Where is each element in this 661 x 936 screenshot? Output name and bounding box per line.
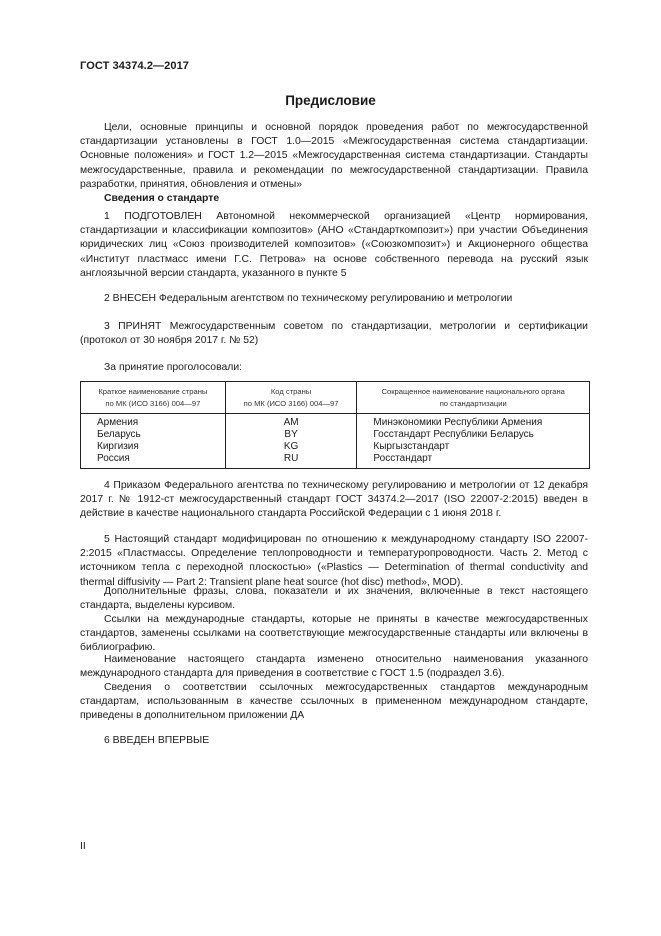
table-row (81, 414, 590, 430)
item-4-paragraph: 4 Приказом Федерального агентства по техническому регулированию и метрологии от 12 декабря 2017 г. № 1912-ст межгосударственный стандарт ГОСТ 34374.2—2017 (ISO 22007-2:2015) введен в действие в качестве национального стандарта Российской Федерации с 1 июня 2018 г. (80, 480, 588, 520)
voting-countries-table (80, 381, 590, 469)
table-row (81, 429, 590, 441)
table-cell-code: AM (225, 414, 357, 430)
section-subheading: Сведения о стандарте (104, 193, 220, 204)
table-header-authority: Сокращенное наименование национального органа по стандартизации (357, 382, 590, 414)
document-id-header: ГОСТ 34374.2—2017 (80, 60, 190, 72)
item-5-references-note: Ссылки на международные стандарты, которые не приняты в качестве межгосударственных стандартов, заменены ссылками на соответствующие межгосударственные стандарты или включены в библиографию. (80, 614, 588, 654)
table-cell-country: Беларусь (81, 429, 226, 441)
item-5-annex-note: Сведения о соответствии ссылочных межгосударственных стандартов международным стандартам, использованным в качестве ссылочных в примененном международном стандарте, приведены в дополнительном приложении ДА (80, 682, 588, 722)
table-row (81, 441, 590, 453)
table-cell-authority: Росстандарт (357, 453, 590, 469)
item-5-title-change-note: Наименование настоящего стандарта изменено относительно наименования указанного международного стандарта для приведения в соответствие с ГОСТ 1.5 (подраздел 3.6). (80, 654, 588, 680)
table-cell-country: Киргизия (81, 441, 226, 453)
table-cell-authority: Кыргызстандарт (357, 441, 590, 453)
table-cell-country: Армения (81, 414, 226, 430)
item-1-paragraph: 1 ПОДГОТОВЛЕН Автономной некоммерческой организацией «Центр нормирования, стандартизации и классификации композитов» (АНО «Стандарткомпозит») при участии Объединения юридических лиц «Союз производителей композитов» («Союзкомпозит») и Акционерного общества «Институт пластмасс имени Г.С. Петрова» на основе собственного перевода на русский язык англоязычной версии стандарта, указанного в пункте 5 (80, 211, 588, 279)
table-cell-code: BY (225, 429, 357, 441)
table-cell-authority: Минэкономики Республики Армения (357, 414, 590, 430)
item-5-paragraph: 5 Настоящий стандарт модифицирован по отношению к международному стандарту ISO 22007-2:2015 «Пластмассы. Определение теплопроводности и температуропроводности. Часть 2. Метод с источником тепла с переходной плоскостью» («Plastics — Determination of thermal conductivity and thermal diffusivity — Part 2: Transient plane heat source (hot disc) method», MOD). (80, 534, 588, 588)
vote-label: За принятие проголосовали: (104, 362, 243, 373)
table-cell-authority: Госстандарт Республики Беларусь (357, 429, 590, 441)
table-cell-country: Россия (81, 453, 226, 469)
page-number: II (80, 841, 86, 852)
item-6-paragraph: 6 ВВЕДЕН ВПЕРВЫЕ (104, 735, 210, 746)
table-row (81, 453, 590, 469)
table-header-row (81, 382, 590, 414)
item-3-paragraph: 3 ПРИНЯТ Межгосударственным советом по стандартизации, метрологии и сертификации (протокол от 30 ноября 2017 г. № 52) (80, 321, 588, 347)
page-title: Предисловие (285, 93, 376, 108)
table-header-code: Код страны по МК (ИСО 3166) 004—97 (225, 382, 357, 414)
item-5-italic-note: Дополнительные фразы, слова, показатели и их значения, включенные в текст настоящего стандарта, выделены курсивом. (80, 586, 588, 612)
table-header-country: Краткое наименование страны по МК (ИСО 3166) 004—97 (81, 382, 226, 414)
item-2-paragraph: 2 ВНЕСЕН Федеральным агентством по техническому регулированию и метрологии (104, 293, 513, 304)
intro-paragraph: Цели, основные принципы и основной порядок проведения работ по межгосударственной стандартизации установлены в ГОСТ 1.0—2015 «Межгосударственная система стандартизации. Основные положения» и ГОСТ 1.2—2015 «Межгосударственная система стандартизации. Стандарты межгосударственные, правила и рекомендации по межгосударственной стандартизации. Правила разработки, принятия, обновления и отмены» (80, 122, 588, 190)
table-cell-code: RU (225, 453, 357, 469)
table-cell-code: KG (225, 441, 357, 453)
